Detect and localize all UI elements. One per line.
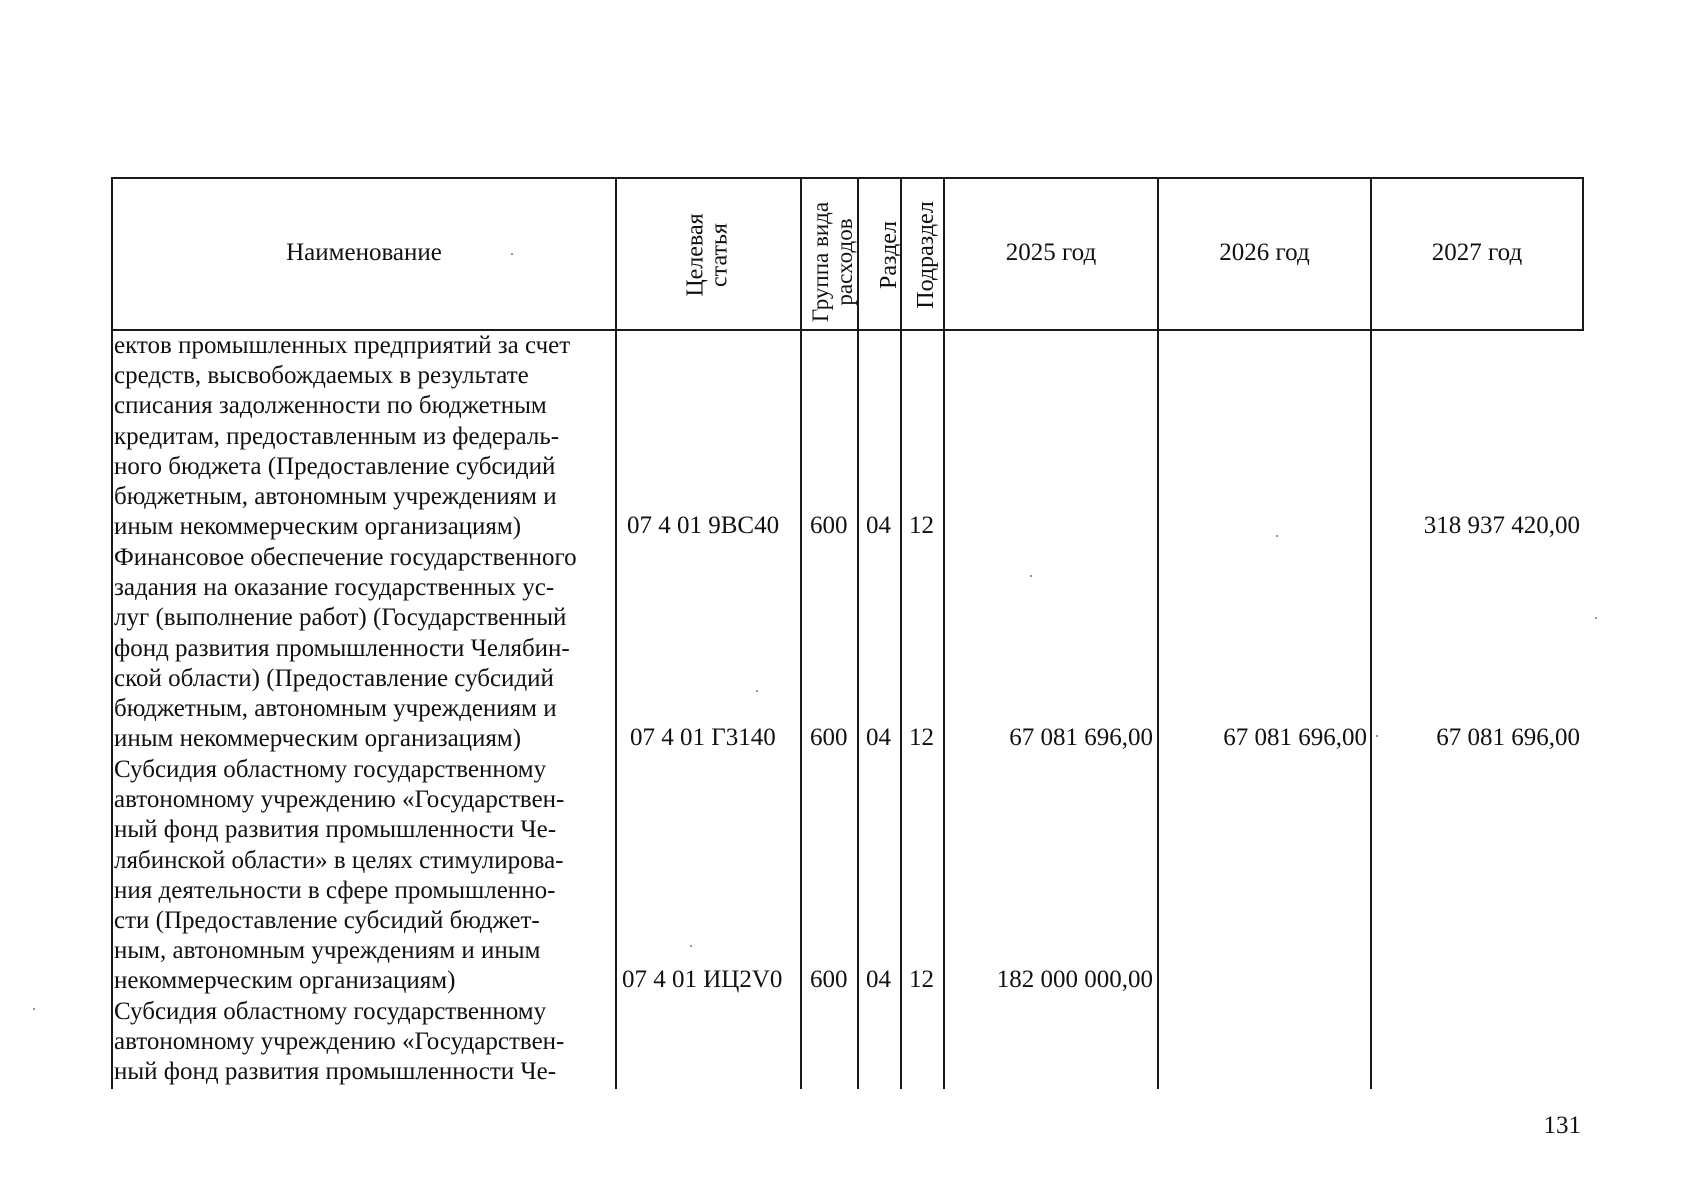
- scan-speck: [33, 1008, 35, 1010]
- row-2-2026: 67 081 696,00: [1223, 724, 1367, 751]
- name-line: луг (выполнение работ) (Государственный: [114, 604, 567, 632]
- name-line: ного бюджета (Предоставление субсидий: [114, 452, 556, 480]
- name-line: лябинской области» в целях стимулирова-: [114, 846, 564, 874]
- page-number: 131: [1543, 1112, 1581, 1139]
- row-1-subsection: 12: [909, 512, 934, 539]
- name-line: ской области) (Предоставление субсидий: [114, 664, 554, 692]
- name-line: иным некоммерческим организациям): [114, 725, 522, 753]
- row-1-code: 07 4 01 9ВС40: [627, 512, 780, 539]
- header-subsection: Подраздел: [913, 201, 939, 309]
- name-line: Финансовое обеспечение государственного: [114, 544, 577, 571]
- name-line: автономному учреждению «Государствен-: [114, 1028, 565, 1056]
- scan-speck: [690, 945, 692, 947]
- header-year-2027: 2027 год: [1431, 239, 1523, 266]
- name-line: бюджетным, автономным учреждениям и: [114, 695, 557, 723]
- name-line: ным, автономным учреждениям и иным: [114, 937, 541, 965]
- name-line: сти (Предоставление субсидий бюджет-: [114, 907, 540, 935]
- row-2-group: 600: [810, 724, 848, 751]
- scan-speck: [1376, 735, 1378, 737]
- row-2-subsection: 12: [909, 724, 934, 751]
- name-line: бюджетным, автономным учреждениям и: [114, 483, 557, 511]
- header-year-2026: 2026 год: [1219, 239, 1310, 266]
- row-1-group: 600: [810, 512, 848, 539]
- row-2-2025: 67 081 696,00: [1009, 724, 1153, 751]
- row-2-section: 04: [866, 724, 891, 751]
- row-3-subsection: 12: [909, 966, 934, 993]
- table-top-border: [112, 177, 1584, 179]
- scan-speck: [1030, 575, 1032, 577]
- name-line: Субсидия областному государственному: [114, 756, 547, 783]
- col-divider-2026: [1370, 177, 1372, 1089]
- header-name: Наименование: [286, 239, 442, 266]
- name-line: ный фонд развития промышленности Че-: [114, 1058, 557, 1086]
- header-section: Раздел: [876, 221, 902, 289]
- scan-speck: [511, 253, 513, 255]
- row-2-code: 07 4 01 Г3140: [630, 724, 776, 751]
- col-divider-subsection: [943, 177, 945, 1089]
- row-2-2027: 67 081 696,00: [1436, 724, 1580, 751]
- table-right-border: [1582, 177, 1584, 329]
- header-target-article: Целевая статья: [682, 213, 733, 297]
- name-line: ния деятельности в сфере промышленно-: [114, 876, 556, 904]
- header-year-2025: 2025 год: [1005, 239, 1097, 266]
- row-1-section: 04: [866, 512, 891, 539]
- row-3-2025: 182 000 000,00: [996, 966, 1153, 993]
- row-3-group: 600: [810, 966, 848, 993]
- scan-speck: [756, 690, 758, 692]
- name-line: средств, высвобождаемых в результате: [114, 362, 529, 390]
- scan-speck: [1595, 617, 1597, 619]
- row-1-name: [114, 331, 610, 542]
- row-3-name: [114, 755, 610, 997]
- name-line: некоммерческим организациям): [114, 967, 456, 995]
- name-line: иным некоммерческим организациям): [114, 513, 522, 541]
- col-divider-name: [615, 177, 617, 1089]
- row-2-name: [114, 543, 610, 754]
- name-line: списания задолженности по бюджетным: [114, 392, 547, 420]
- name-line: ектов промышленных предприятий за счет: [114, 332, 571, 359]
- name-line: автономному учреждению «Государствен-: [114, 786, 565, 814]
- name-line: Субсидия областному государственному: [114, 998, 547, 1025]
- row-1-2027: 318 937 420,00: [1423, 512, 1580, 539]
- name-line: кредитам, предоставленным из федераль-: [114, 422, 560, 450]
- row-4-name: [114, 997, 610, 1088]
- row-3-section: 04: [866, 966, 891, 993]
- header-expense-group: Группа вида расходов: [808, 201, 857, 323]
- scan-speck: [1276, 535, 1278, 537]
- name-line: ный фонд развития промышленности Че-: [114, 816, 557, 844]
- name-line: задания на оказание государственных ус-: [114, 574, 555, 602]
- col-divider-2025: [1157, 177, 1159, 1089]
- table-left-border: [111, 177, 113, 1089]
- col-divider-code: [800, 177, 802, 1089]
- row-3-code: 07 4 01 ИЦ2V0: [622, 966, 783, 993]
- name-line: фонд развития промышленности Челябин-: [114, 634, 570, 662]
